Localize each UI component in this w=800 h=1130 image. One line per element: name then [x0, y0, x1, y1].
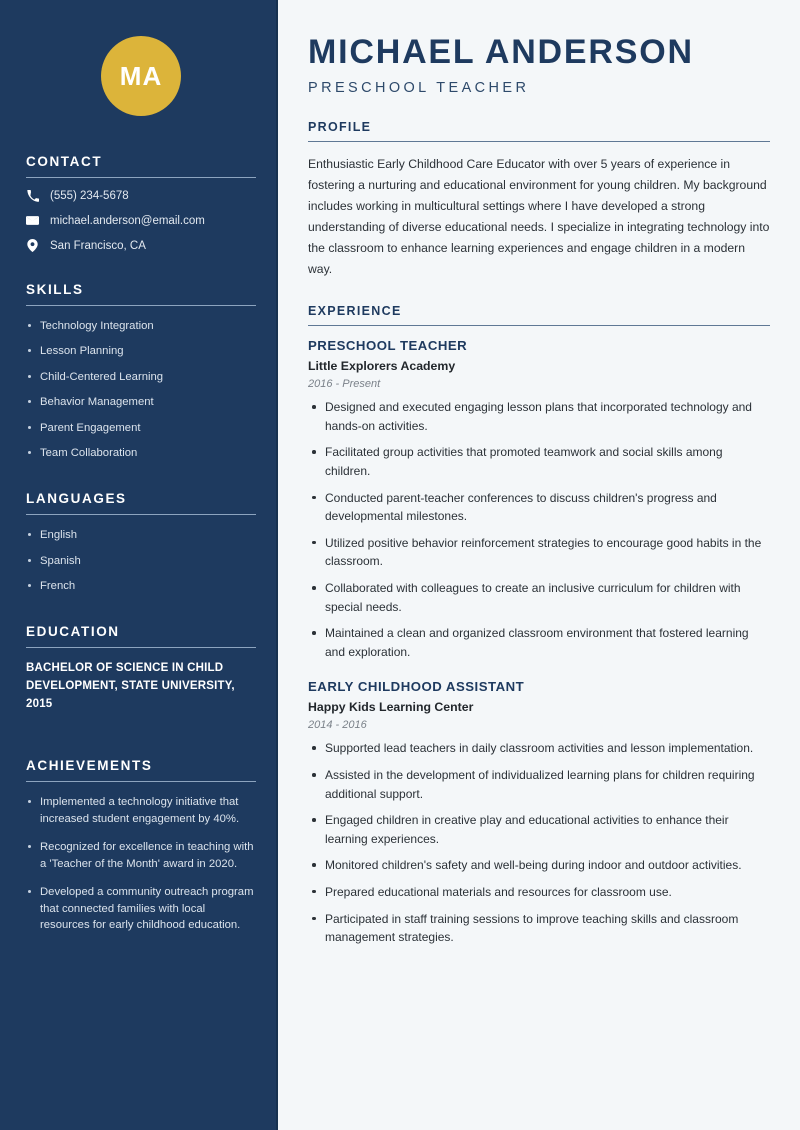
experience-section: [308, 304, 770, 946]
list-item: Team Collaboration: [26, 445, 256, 461]
map-pin-icon: [26, 239, 39, 252]
list-item: Supported lead teachers in daily classroom activities and lesson implementation.: [308, 739, 770, 758]
job-title: PRESCHOOL TEACHER: [308, 338, 468, 354]
education-section: [26, 624, 256, 713]
contact-email-value: michael.anderson@email.com: [50, 214, 205, 227]
job-dates: 2016 - Present: [308, 378, 381, 391]
languages-divider: [26, 514, 256, 515]
contact-list: [26, 190, 256, 252]
list-item: Monitored children's safety and well-being during indoor and outdoor activities.: [308, 856, 770, 875]
achievements-divider: [26, 781, 256, 782]
list-item: Collaborated with colleagues to create an inclusive curriculum for children with special needs.: [308, 579, 770, 616]
contact-location-value: San Francisco, CA: [50, 239, 146, 252]
languages-heading: LANGUAGES: [26, 491, 127, 507]
job-title: EARLY CHILDHOOD ASSISTANT: [308, 679, 525, 695]
profile-section: [308, 120, 770, 280]
education-divider: [26, 647, 256, 648]
list-item: Facilitated group activities that promoted teamwork and social skills among children.: [308, 443, 770, 480]
spacer: [26, 616, 256, 624]
education-heading: EDUCATION: [26, 624, 120, 640]
avatar-initials: MA: [101, 36, 181, 116]
phone-icon: [26, 190, 39, 202]
list-item: Spanish: [26, 553, 256, 569]
list-item: Utilized positive behavior reinforcement strategies to encourage good habits in the classroom.: [308, 534, 770, 571]
skills-divider: [26, 305, 256, 306]
achievements-section: [26, 758, 256, 935]
profile-divider: [308, 141, 770, 142]
list-item: Implemented a technology initiative that increased student engagement by 40%.: [26, 794, 256, 828]
contact-phone-value: (555) 234-5678: [50, 190, 129, 202]
job-bullet-list: [308, 739, 770, 946]
contact-item-email[interactable]: [26, 214, 256, 227]
job-role-subtitle: PRESCHOOL TEACHER: [308, 80, 530, 97]
list-item: Lesson Planning: [26, 343, 256, 359]
page-title: MICHAEL ANDERSON: [308, 33, 694, 71]
contact-section: [26, 154, 256, 252]
list-item: Assisted in the development of individualized learning plans for children requiring additional support.: [308, 766, 770, 803]
list-item: Technology Integration: [26, 318, 256, 334]
job-dates: 2014 - 2016: [308, 719, 367, 732]
main-content: [278, 0, 800, 1130]
list-item: Child-Centered Learning: [26, 369, 256, 385]
contact-item-location[interactable]: [26, 239, 256, 252]
list-item: English: [26, 527, 256, 543]
list-item: Behavior Management: [26, 394, 256, 410]
spacer: [26, 736, 256, 758]
skills-heading: SKILLS: [26, 282, 84, 297]
envelope-icon: [26, 214, 39, 227]
avatar-container: [26, 0, 256, 154]
education-entry: BACHELOR OF SCIENCE IN CHILD DEVELOPMENT, STATE UNIVERSITY, 2015: [26, 662, 235, 710]
contact-item-phone[interactable]: [26, 190, 256, 202]
languages-list: [26, 527, 256, 594]
list-item: Parent Engagement: [26, 420, 256, 436]
spacer: [26, 483, 256, 491]
job-bullet-list: [308, 398, 770, 661]
job-company: Little Explorers Academy: [308, 359, 456, 374]
list-item: Developed a community outreach program that connected families with local resources for early childhood education.: [26, 884, 256, 935]
spacer: [26, 274, 256, 282]
list-item: Recognized for excellence in teaching with a 'Teacher of the Month' award in 2020.: [26, 839, 256, 873]
list-item: French: [26, 578, 256, 594]
languages-section: [26, 491, 256, 594]
job-company: Happy Kids Learning Center: [308, 700, 474, 715]
experience-heading: EXPERIENCE: [308, 304, 402, 319]
experience-job-1: [308, 338, 770, 661]
experience-divider: [308, 325, 770, 326]
contact-heading: CONTACT: [26, 154, 103, 169]
list-item: Maintained a clean and organized classroom environment that fostered learning and exploration.: [308, 624, 770, 661]
skills-list: [26, 318, 256, 461]
list-item: Engaged children in creative play and educational activities to enhance their learning experiences.: [308, 811, 770, 848]
contact-divider: [26, 177, 256, 178]
experience-job-2: [308, 679, 770, 946]
list-item: Conducted parent-teacher conferences to discuss children's progress and developmental milestones.: [308, 489, 770, 526]
profile-text: Enthusiastic Early Childhood Care Educator with over 5 years of experience in fostering a nurturing and educational environment for young children. My background includes working in multicultural settings where I have developed a strong understanding of diverse educational needs. I specialize in integrating technology into the classroom to enhance learning experiences and engage children in a modern way.: [308, 157, 770, 277]
list-item: Prepared educational materials and resources for classroom use.: [308, 883, 770, 902]
skills-section: [26, 282, 256, 461]
achievements-heading: ACHIEVEMENTS: [26, 757, 153, 773]
list-item: Designed and executed engaging lesson plans that incorporated technology and hands-on activities.: [308, 398, 770, 435]
sidebar: [0, 0, 278, 1130]
profile-heading: PROFILE: [308, 120, 372, 135]
list-item: Participated in staff training sessions to improve teaching skills and classroom management strategies.: [308, 910, 770, 947]
achievements-list: [26, 794, 256, 935]
